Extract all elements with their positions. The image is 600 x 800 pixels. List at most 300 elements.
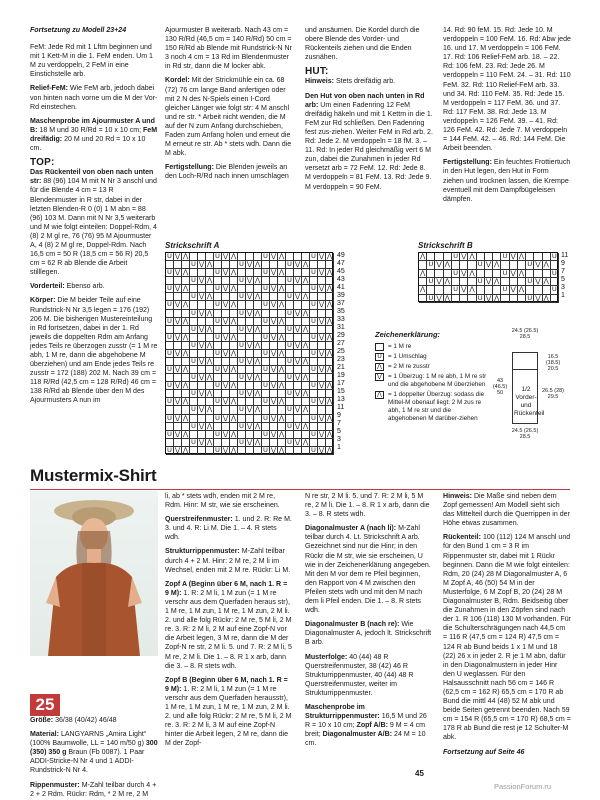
chart-cell [166,261,174,269]
chart-cell: ⋁ [222,269,229,277]
chart-cell: ⋁ [246,358,253,366]
chart-cell: ⋀ [302,293,309,301]
chart-cell: ⋀ [278,269,285,277]
chart-cell: ⋁ [246,406,253,414]
chart-cell: ⋀ [254,261,261,269]
chart-cell [460,295,468,303]
chart-cell [166,326,174,334]
chart-cell [254,253,262,261]
chart-cell [230,326,238,334]
chart-cell: ⋀ [182,317,189,325]
chart-cell: ⋀ [230,269,237,277]
chart-cell: ⋀ [206,358,213,366]
chart-cell: ⋁ [174,269,181,277]
legend-item: U = 1 Umschlag [375,353,487,361]
chart-cell: ⋀ [326,317,333,325]
chart-cell: U [286,293,294,301]
chart-cell: U [262,269,270,277]
chart-cell: U [310,301,318,309]
row-number: 1 [337,444,341,451]
chart-cell: U [238,293,246,301]
chart-cell [326,406,334,414]
chart-cell [286,350,294,358]
chart-cell [230,342,238,350]
chart-cell: ⋁ [270,317,277,325]
chart-cell [310,423,318,431]
chart-cell: U [238,406,246,414]
chart-cell: U [501,253,509,261]
chart-cell: ⋀ [419,269,426,277]
chart-cell: ⋀ [278,317,285,325]
chart-cell: ⋀ [278,382,285,390]
chart-cell [214,342,222,350]
chart-cell [294,415,302,423]
chart-cell: U [190,277,198,285]
chart-cell: ⋁ [485,277,492,285]
row-number: 25 [337,348,345,355]
chart-cell [452,278,460,286]
chart-cell: ⋀ [206,406,213,414]
chart-cell [246,301,254,309]
chart-cell [166,390,174,398]
chart-cell: ⋁ [222,382,229,390]
chart-cell [286,447,294,455]
chart-cell: ⋀ [326,285,333,293]
schematic-bottom-measure: 24.5 (26.5) 28.5 [511,428,539,440]
chart-cell: ⋁ [318,366,325,374]
chart-cell: ⋀ [326,333,333,341]
chart-cell [427,270,435,278]
chart-cell [182,342,190,350]
chart-cell: ⋀ [254,438,261,446]
page-number: 45 [415,769,424,778]
chart-cell [246,253,254,261]
schematic-right1-measure: 16.5 (18.5) 20.5 [545,354,561,372]
chart-cell [326,261,334,269]
chart-cell: U [286,390,294,398]
chart-cell: ⋁ [222,349,229,357]
chart-cell [485,270,493,278]
chart-cell [270,342,278,350]
pattern-title: Mustermix-Shirt [30,466,157,485]
chart-cell [294,350,302,358]
row-number: 13 [337,396,345,403]
chart-cell [206,253,214,261]
chart-cell: ⋀ [518,253,525,260]
chart-cell: U [286,374,294,382]
hut-rounds-text: 14. Rd: 90 feM. 15. Rd: Jede 10. M verdoppeln = 100 FeM. 16. Rd: Abw jede 16. und 17. M verdoppeln = 106 FeM. 17. Rd: 106 Relief-FeM arb. 18. – 22. Rd: 106 feM. 23. Rd: Jede 26. M verdoppeln = 110 FeM. 24. – 31. Rd: 110 FeM. 32. Rd: 110 Relief-FeM arb. 33. und 34. Rd: 110 FeM. 35. Rd: Jede 15. M verdoppeln = 117 FeM. 36. und 37. Rd: 117 FeM. 38. Rd: Jede 13. M verdoppeln = 126 FeM. 39. – 41. Rd: 126 FeM. 42. Rd: Jede 7. M verdoppeln = 144 FeM. 42. – 46. Rd: 144 FeM. Die Arbeit beenden. [443,27,571,153]
chart-cell: U [526,278,534,286]
chart-cell [551,278,559,286]
chart-cell [246,366,254,374]
koerper-text: Körper: Die M beider Teile auf eine Rundstrick-N Nr 3,5 legen = 176 (192) 206 M. Die bisherigen Mustereinteilung in Rd fortsetzen, dabei in der 1. Rd jeweils die doppelten Rdm am Anfang jedes Teils re überzogen zusstr (= 1 M re abh, 1 M re, dann die abgehobene M überziehen) und am Ende jedes Teils re zusstr = 172 (188) 202 M. Nach 39 cm = 118 R/Rd (42,5 cm = 128 R/Rd) 46 cm = 138 R/Rd ab Blende über den M des Ajourmusters A nun im [30,297,158,405]
row-number: 43 [337,276,345,283]
chart-cell [222,423,230,431]
chart-cell [262,277,270,285]
row-number: 3 [561,284,565,291]
chart-cell [222,358,230,366]
chart-cell: U [286,277,294,285]
chart-cell [262,439,270,447]
chart-cell: U [286,310,294,318]
chart-cell [190,301,198,309]
model-photo [30,491,158,656]
chart-cell [452,261,460,269]
chart-cell: ⋀ [469,253,475,260]
chart-cell: ⋁ [294,325,301,333]
chart-cell [310,277,318,285]
hut-text: Den Hut von oben nach unten in Rd arb: Um einen Fadenring 12 FeM dreifädig häkeln und mit 1 Kettm in die 1. FeM zur Rd schließen. Den Fadenring fest zus-ziehen. Weiter FeM in Rd arb. 2. Rd: Jede 2. M verdoppeln = 18 fM. 3. – 11. Rd: In jeder Rd gleichmäßig vert 6 M zun, dabei die Zunahmen in jeder Rd versetzt arb = 72 FeM. 12. Rd: Jede 8. M verdoppeln = 81 FeM. 13. Rd: Jede 9. M verdoppeln = 90 FeM. [305,92,433,191]
chart-cell: ⋀ [230,430,237,438]
chart-cell: ⋁ [318,333,325,341]
row-number: 47 [337,260,345,267]
row-number: 15 [337,388,345,395]
chart-cell [166,310,174,318]
chart-cell: ⋀ [182,414,189,422]
chart-cell [262,358,270,366]
chart-cell [206,301,214,309]
chart-cell [302,415,310,423]
chart-cell [198,447,206,455]
chart-cell [198,350,206,358]
chart-cell [198,431,206,439]
chart-cell: U [238,277,246,285]
chart-cell: ⋀ [182,366,189,374]
chart-cell [174,326,182,334]
chart-cell [230,406,238,414]
row-number: 39 [337,292,345,299]
chart-cell: ⋁ [174,333,181,341]
chart-cell: ⋀ [254,358,261,366]
yarn-over-icon: U [375,353,384,361]
chart-cell [543,286,551,294]
chart-cell [294,334,302,342]
chart-cell [190,318,198,326]
chart-cell [302,318,310,326]
chart-cell: ⋁ [246,277,253,285]
chart-cell: ⋀ [302,438,309,446]
chart-cell: U [286,261,294,269]
chart-cell: ⋁ [294,374,301,382]
chart-cell [222,261,230,269]
chart-cell [214,423,222,431]
chart-a-title: Strickschrift A [165,241,220,250]
schematic-label: 1/2 Vorder- und Rückenteil [514,386,545,417]
chart-cell: ⋀ [206,438,213,446]
chart-cell: ⋁ [294,341,301,349]
chart-cell: ⋀ [254,277,261,285]
chart-cell: U [551,253,559,261]
chart-cell [294,447,302,455]
chart-cell: ⋀ [182,382,189,390]
chart-cell [286,398,294,406]
chart-cell [238,366,246,374]
chart-cell [206,334,214,342]
chart-cell [302,366,310,374]
chart-cell [427,253,435,261]
chart-cell: ⋀ [302,406,309,414]
chart-cell [294,431,302,439]
title-divider [30,489,570,490]
chart-cell: U [477,295,485,303]
material-text: Material: LANGYARNS „Amira Light“ (100% Baumwolle, LL = 140 m/50 g) 300 (350) 350 g Braun (Fb 0087). 1 Paar ADDI-Stricke-N Nr 4 und 1 ADDI-Rundstrick-N Nr 4. [30,731,158,775]
chart-cell [230,261,238,269]
chart-cell [190,366,198,374]
chart-cell: U [190,310,198,318]
chart-cell: ⋁ [198,293,205,301]
chart-cell: ⋁ [246,374,253,382]
legend [375,331,487,425]
chart-cell [214,326,222,334]
chart-cell: ⋁ [222,430,229,438]
chart-cell: ⋀ [543,277,549,285]
chart-cell: ⋀ [230,446,237,454]
chart-cell: ⋀ [444,294,450,302]
chart-cell [190,350,198,358]
chart-cell [510,295,518,303]
chart-cell [278,342,286,350]
chart-cell: U [262,334,270,342]
chart-cell [270,326,278,334]
chart-cell [254,350,262,358]
chart-cell: ⋀ [543,261,549,269]
chart-cell [318,406,326,414]
chart-cell [302,431,310,439]
chart-cell [286,415,294,423]
chart-cell: ⋀ [230,333,237,341]
chart-cell: ⋀ [494,261,500,269]
row-number: 31 [337,324,345,331]
chart-cell: ⋁ [198,309,205,317]
chart-cell: U [310,318,318,326]
chart-cell [246,318,254,326]
chart-cell: U [310,447,318,455]
chart-cell: ⋁ [318,349,325,357]
strukturrippen-text: Strukturrippenmuster: M-Zahl teilbar durch 4 + 2 M. Hinr: 2 M re, 2 M li im Wechsel, enden mit 2 M re. Rückr: Li M. [165,548,291,574]
chart-cell [246,415,254,423]
column-7 [305,492,433,753]
chart-cell: ⋀ [543,294,549,302]
row-number: 19 [337,372,345,379]
chart-cell: ⋀ [206,309,213,317]
chart-cell: ⋁ [294,358,301,366]
chart-cell: ⋀ [518,286,525,294]
chart-cell [286,269,294,277]
chart-cell [278,310,286,318]
chart-cell [190,398,198,406]
chart-cell: ⋀ [230,382,237,390]
chart-cell: ⋁ [246,261,253,269]
chart-cell: ⋁ [198,277,205,285]
chart-cell: U [452,253,460,261]
garment-schematic [490,328,570,448]
chart-cell: ⋀ [278,366,285,374]
chart-cell [310,293,318,301]
chart-cell [230,310,238,318]
row-number: 21 [337,364,345,371]
chart-cell [518,261,526,269]
chart-cell: U [190,406,198,414]
kordel-end-text: und ansäumen. Die Kordel durch die obere Blende des Vorder- und Rückenteils ziehen und die Enden zusnähen. [305,27,420,62]
rippenmuster-text: Rippenmuster: M-Zahl teilbar durch 4 + 2 + 2 Rdm. Rückr: Rdm, * 2 M re, 2 M [30,781,157,798]
chart-cell: ⋁ [485,294,492,302]
chart-cell: ⋀ [302,325,309,333]
chart-cell: ⋀ [182,301,189,309]
chart-cell: ⋁ [270,269,277,277]
chart-cell [238,447,246,455]
chart-cell: U [214,366,222,374]
chart-cell [501,295,509,303]
chart-cell [493,270,501,278]
chart-cell: ⋁ [436,277,442,285]
chart-cell: ⋁ [174,301,181,309]
chart-cell [318,261,326,269]
continuation-header: Fortsetzung zu Modell 23+24 [30,27,127,34]
chart-cell [543,270,551,278]
chart-cell: ⋁ [270,349,277,357]
chart-cell [286,318,294,326]
chart-cell: ⋁ [461,269,467,277]
chart-cell [326,326,334,334]
chart-cell [238,318,246,326]
chart-cell: ⋁ [270,430,277,438]
schematic-right2-measure: 26.5 (28) 29.5 [542,388,565,400]
chart-cell: U [286,358,294,366]
chart-cell: ⋁ [222,253,229,260]
column-4 [443,26,571,209]
chart-cell: ⋁ [318,269,325,277]
chart-cell: U [427,295,435,303]
row-number: 35 [337,308,345,315]
chart-cell [435,270,443,278]
diagonal-b-text: Diagonalmuster B (nach re): Wie Diagonalmuster A, jedoch lt. Strickschrift B arb. [305,621,432,647]
chart-cell [501,278,509,286]
schematic-shoulder [512,352,538,370]
chart-cell: ⋁ [436,294,442,302]
chart-cell [510,261,518,269]
chart-cell [190,269,198,277]
chart-cell [326,342,334,350]
chart-cell: ⋀ [419,253,426,260]
chart-cell [477,270,485,278]
chart-cell: U [286,342,294,350]
chart-cell: U [166,447,174,455]
chart-cell: ⋁ [294,261,301,269]
chart-cell: U [238,390,246,398]
chart-cell: U [166,431,174,439]
chart-cell [182,439,190,447]
chart-cell [222,406,230,414]
legend-title: Zeichenerklärung: [375,330,441,339]
chart-cell [286,382,294,390]
chart-cell [278,423,286,431]
chart-cell [190,447,198,455]
chart-cell: U [166,285,174,293]
chart-cell [526,253,534,261]
chart-cell [246,431,254,439]
chart-cell [444,270,452,278]
chart-cell: ⋁ [246,325,253,333]
chart-cell: U [501,270,509,278]
chart-cell: ⋀ [302,358,309,366]
chart-cell: ⋁ [510,286,516,294]
ssk-icon: ⋁ [375,373,384,381]
chart-cell: ⋀ [326,430,333,438]
chart-cell [477,286,485,294]
diagonal-a-text: Diagonalmuster A (nach li): M-Zahl teilbar durch 4. Lt. Strickschrift A arb. Gezeichnet sind nur die Hinr; in den Rückr die M str, wie sie erscheinen, U wie in der Zeichenerklärung angegeben. Mit den M vor dem re Pfeil beginnen, den Rapport von 4 M zwischen den Pfeilen stets wdh und mit den M nach dem li Pfeil enden. Die 1. – 8. R stets wdh. [305,525,431,615]
chart-cell [238,334,246,342]
chart-cell: ⋀ [230,398,237,406]
size-text: Größe: 36/38 (40/42) 46/48 [30,717,117,724]
chart-cell: ⋁ [174,398,181,406]
chart-cell: ⋁ [174,366,181,374]
zopf-b-cont-text: N re str, 2 M li. 5. und 7. R: 2 M li, 5 M re, 2 M li. Die 1. – 8. R 1 x arb, dann die 3. – 8. R stets wdh. [305,493,430,519]
chart-cell: ⋁ [174,285,181,293]
querstreifen-text: Querstreifenmuster: 1. und 2. R: Re M. 3. und 4. R: Li M. Die 1. – 4. R stets wdh. [165,516,292,542]
chart-cell [214,358,222,366]
chart-cell [238,350,246,358]
chart-cell: ⋀ [206,341,213,349]
chart-cell [166,293,174,301]
chart-cell: ⋁ [198,390,205,398]
chart-cell: ⋁ [174,253,181,260]
chart-cell: U [190,342,198,350]
chart-cell: U [190,326,198,334]
k2tog-icon: ⋀ [375,363,384,371]
chart-cell [501,261,509,269]
chart-cell [214,439,222,447]
chart-cell: ⋀ [278,333,285,341]
chart-cell [294,253,302,261]
chart-cell: U [214,318,222,326]
chart-cell [222,310,230,318]
chart-cell [222,326,230,334]
chart-cell: U [190,261,198,269]
chart-cell: U [166,366,174,374]
row-number: 49 [337,252,345,259]
chart-cell: U [190,423,198,431]
chart-cell [166,406,174,414]
chart-cell [246,350,254,358]
chart-cell: U [166,350,174,358]
chart-cell: U [238,310,246,318]
chart-cell: ⋀ [278,349,285,357]
row-number: 3 [337,436,341,443]
chart-cell: ⋁ [222,446,229,454]
chart-cell [182,310,190,318]
maschenprobe-shirt-text: Maschenprobe im Strukturrippenmuster: 16,5 M und 26 R = 10 x 10 cm; Zopf A/B: 9 M = 4 cm breit; Diagonalmuster A/B: 24 M = 10 cm. [305,703,427,748]
chart-cell: ⋁ [294,390,301,398]
chart-cell: U [190,439,198,447]
chart-cell: ⋁ [294,438,301,446]
chart-cell [326,439,334,447]
chart-cell: ⋀ [326,414,333,422]
chart-cell: ⋁ [294,277,301,285]
chart-cell: U [166,301,174,309]
chart-cell: U [262,398,270,406]
chart-cell: ⋁ [318,382,325,390]
chart-cell: ⋀ [469,269,475,277]
chart-cell: ⋀ [254,293,261,301]
rueckenteil-shirt-text: Rückenteil: 100 (112) 124 M anschl und für den Bund 1 cm = 3 R im Rippenmuster str, dabei mit 1 Rückr beginnen. Dann die M wie folgt einteilen: Rdm, 20 (24) 28 M Diagonalmuster A, 6 M Zopf A, 46 (50) 54 M in der Musterfolge, 6 M Zopf B, 20 (24) 28 M Diagonalmuster B, Rdm. Beidseitig über die Zunahmen in den Zöpfen sind nach der 1. R 106 (118) 130 M vorhanden. Für die Schulterschrägungen nach 44,5 cm = 116 R (47,5 cm = 124 R) 47,5 cm = 124 R ab Bund beids 1 x 1 M und 18 (22) 26 x in jeder 2. R je 1 M abn, dafür in den Diagonalmustern in jeder Hinr den U weglassen. Für den Halsausschnitt nach 56 cm = 146 R (62,5 cm = 162 R) 65,5 cm = 170 R ab Bund die mittl 44 (48) 52 M abk und beide Seiten getrennt beenden. Nach 59 cm = 154 R (65,5 cm = 170 R) 68,5 cm = 178 R ab Bund die rest je 12 Schulter-M abk. [443,534,571,742]
chart-cell: U [310,398,318,406]
chart-cell: ⋁ [270,285,277,293]
column-5 [30,716,158,800]
schematic-top-measure: 24.5 (26.5) 28.5 [511,328,539,340]
chart-cell [477,253,485,261]
chart-cell: U [214,253,222,261]
chart-cell [190,431,198,439]
